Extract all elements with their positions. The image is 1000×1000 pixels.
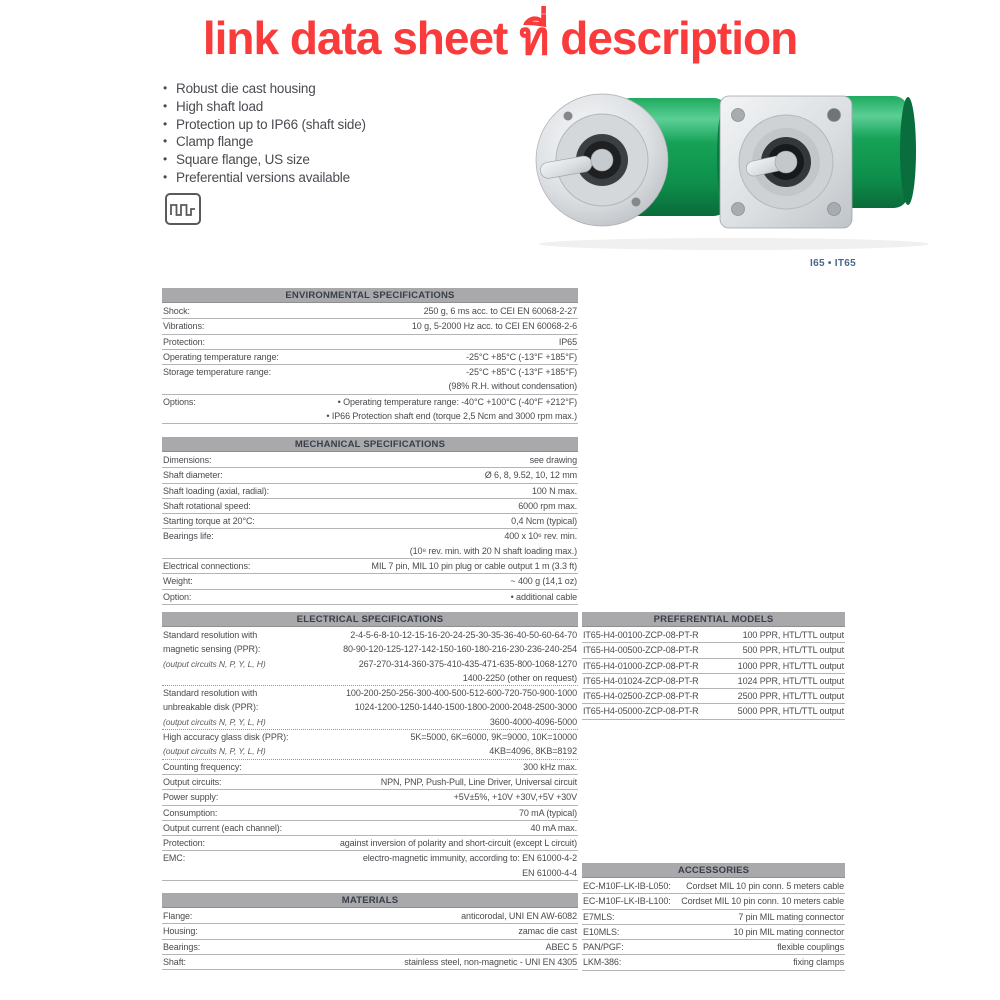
table-materials — [162, 893, 578, 970]
page-title: link data sheet ที่ description — [202, 12, 798, 64]
spec-row — [582, 910, 845, 925]
spec-label: Option: — [163, 591, 192, 602]
spec-label: IT65-H4-01000-ZCP-08-PT-R — [583, 660, 699, 671]
spec-row — [162, 453, 578, 468]
table-electrical-specifications — [162, 612, 578, 881]
feature-item — [163, 169, 366, 187]
feature-item — [163, 151, 366, 169]
spec-label: Starting torque at 20°C: — [163, 516, 255, 527]
spec-value: 100 PPR, HTL/TTL output — [742, 630, 844, 640]
spec-row — [582, 704, 845, 719]
spec-label: EC-M10F-LK-IB-L050: — [583, 881, 671, 891]
feature-item — [163, 133, 366, 151]
spec-row — [582, 940, 845, 955]
table-preferential-models — [582, 612, 845, 720]
spec-value: 1024 PPR, HTL/TTL output — [737, 675, 844, 686]
spec-value: 2500 PPR, HTL/TTL output — [737, 691, 844, 702]
feature-text: Protection up to IP66 (shaft side) — [176, 116, 366, 132]
spec-label: Output current (each channel): — [163, 822, 283, 833]
spec-value: Cordset MIL 10 pin conn. 10 meters cable — [681, 896, 844, 907]
spec-row — [162, 335, 578, 350]
spec-row — [162, 529, 578, 559]
spec-value: 500 PPR, HTL/TTL output — [742, 645, 844, 656]
spec-row — [162, 940, 578, 955]
square-wave-icon — [165, 193, 201, 225]
spec-row — [162, 909, 578, 924]
spec-label: E10MLS: — [583, 926, 620, 937]
spec-value: 400 x 10⁶ rev. min. (10⁸ rev. min. with 20 N shaft loading max.) — [409, 531, 577, 556]
spec-label: IT65-H4-00100-ZCP-08-PT-R — [583, 630, 699, 640]
spec-row — [162, 851, 578, 881]
spec-value: against inversion of polarity and short-circuit (except L circuit) — [339, 838, 577, 849]
spec-row — [162, 686, 578, 730]
photo-shadow — [539, 238, 929, 250]
spec-row — [582, 689, 845, 704]
spec-label: Storage temperature range: — [163, 367, 271, 378]
spec-row — [582, 925, 845, 940]
spec-label: Standard resolution with magnetic sensing (PPR): (output circuits N, P, Y, L, H) — [163, 628, 266, 671]
spec-value: flexible couplings — [777, 942, 844, 953]
spec-row — [162, 821, 578, 836]
product-photo — [528, 74, 940, 252]
spec-label: Housing: — [163, 926, 198, 937]
spec-value: stainless steel, non-magnetic - UNI EN 4305 — [404, 956, 577, 967]
spec-value: zamac die cast — [518, 926, 577, 937]
spec-value: ~ 400 g (14,1 oz) — [510, 576, 577, 587]
feature-text: High shaft load — [176, 98, 264, 114]
spec-row — [162, 484, 578, 499]
spec-row — [582, 955, 845, 970]
square-wave-glyph — [170, 200, 196, 218]
spec-label: Options: — [163, 396, 196, 407]
spec-label: Bearings life: — [163, 531, 214, 542]
spec-value: 100-200-250-256-300-400-500-512-600-720-750-900-1000 1024-1200-1250-1440-1500-1800-2000-2048-2500-3000 3600-4000-4096-5000 — [346, 688, 577, 727]
spec-value: 10 pin MIL mating connector — [733, 926, 844, 937]
spec-value: 5000 PPR, HTL/TTL output — [737, 706, 844, 717]
spec-label: EC-M10F-LK-IB-L100: — [583, 896, 671, 907]
spec-label: Dimensions: — [163, 455, 212, 465]
table-environmental-specifications — [162, 288, 578, 424]
bullet-icon: • — [163, 116, 168, 131]
table-title: PREFERENTIAL MODELS — [582, 612, 845, 627]
table-accessories — [582, 863, 845, 971]
spec-label: Counting frequency: — [163, 761, 242, 772]
spec-value: 2-4-5-6-8-10-12-15-16-20-24-25-30-35-36-40-50-60-64-70 80-90-120-125-127-142-150-160-180-216-230-236-240-254 267-270-314-360-375-410-435-471-635-800-1068-1270 1400-2250 (other on request) — [343, 630, 577, 683]
spec-row — [162, 514, 578, 529]
spec-label: Protection: — [163, 336, 205, 347]
spec-row — [162, 365, 578, 395]
bullet-icon: • — [163, 152, 168, 167]
spec-label: Shock: — [163, 306, 190, 316]
feature-item — [163, 116, 366, 134]
spec-label: Standard resolution with unbreakable disk (PPR): (output circuits N, P, Y, L, H) — [163, 686, 266, 729]
product-model-label: I65 • IT65 — [810, 258, 856, 269]
bullet-icon: • — [163, 169, 168, 184]
bullet-icon: • — [163, 98, 168, 113]
spec-value: 100 N max. — [531, 485, 577, 496]
spec-row — [162, 775, 578, 790]
spec-value: • Operating temperature range: -40°C +100°C (-40°F +212°F) • IP66 Protection shaft end (torque 2,5 Ncm and 3000 rpm max.) — [326, 396, 577, 422]
feature-list — [163, 80, 366, 187]
spec-label: Shaft: — [163, 956, 186, 967]
spec-label: LKM-386: — [583, 957, 622, 968]
spec-value: MIL 7 pin, MIL 10 pin plug or cable output 1 m (3.3 ft) — [371, 561, 577, 572]
spec-row — [162, 760, 578, 775]
spec-label: Flange: — [163, 911, 193, 921]
table-title: MATERIALS — [162, 893, 578, 908]
spec-label: E7MLS: — [583, 911, 615, 922]
feature-text: Robust die cast housing — [176, 81, 316, 96]
spec-row — [162, 499, 578, 514]
spec-note: (output circuits N, P, Y, L, H) — [163, 716, 266, 727]
spec-value: NPN, PNP, Push-Pull, Line Driver, Universal circuit — [380, 776, 577, 787]
spec-row — [582, 674, 845, 689]
spec-row — [162, 468, 578, 483]
spec-label: Weight: — [163, 576, 193, 587]
spec-value: -25°C +85°C (-13°F +185°F) — [466, 351, 577, 362]
spec-row — [162, 806, 578, 821]
spec-label: PAN/PGF: — [583, 942, 624, 953]
spec-value: 5K=5000, 6K=6000, 9K=9000, 10K=10000 4KB=4096, 8KB=8192 — [410, 732, 577, 757]
spec-value: 0,4 Ncm (typical) — [511, 516, 577, 527]
table-mechanical-specifications — [162, 437, 578, 605]
spec-row — [162, 395, 578, 425]
spec-value: +5V±5%, +10V +30V,+5V +30V — [453, 792, 577, 803]
spec-value: 250 g, 6 ms acc. to CEI EN 60068-2-27 — [423, 306, 577, 316]
spec-label: Vibrations: — [163, 321, 205, 332]
spec-row — [162, 574, 578, 589]
feature-text: Preferential versions available — [176, 169, 350, 185]
spec-row — [162, 836, 578, 851]
spec-label: IT65-H4-05000-ZCP-08-PT-R — [583, 706, 699, 717]
spec-label: IT65-H4-00500-ZCP-08-PT-R — [583, 645, 699, 656]
table-title: ENVIRONMENTAL SPECIFICATIONS — [162, 288, 578, 303]
spec-value: -25°C +85°C (-13°F +185°F) (98% R.H. without condensation) — [448, 367, 577, 392]
spec-row — [582, 628, 845, 643]
spec-row — [162, 319, 578, 334]
spec-row — [162, 590, 578, 605]
spec-row — [582, 894, 845, 909]
bullet-icon: • — [163, 81, 168, 95]
spec-value: Cordset MIL 10 pin conn. 5 meters cable — [686, 881, 844, 891]
spec-row — [162, 559, 578, 574]
spec-row — [582, 659, 845, 674]
feature-text: Clamp flange — [176, 134, 254, 150]
spec-label: Protection: — [163, 838, 205, 849]
feature-text: Square flange, US size — [176, 152, 310, 168]
spec-note: (output circuits N, P, Y, L, H) — [163, 658, 266, 669]
spec-value: 40 mA max. — [530, 822, 577, 833]
spec-value: 6000 rpm max. — [518, 500, 577, 511]
spec-value: fixing clamps — [793, 957, 844, 968]
spec-row — [582, 643, 845, 658]
spec-value: see drawing — [529, 455, 577, 465]
spec-note: (output circuits N, P, Y, L, H) — [163, 746, 266, 757]
spec-row — [162, 628, 578, 686]
feature-item — [163, 80, 366, 98]
spec-row — [162, 730, 578, 760]
spec-value: ABEC 5 — [545, 941, 577, 952]
feature-item — [163, 98, 366, 116]
spec-label: Consumption: — [163, 807, 218, 818]
spec-value: anticorodal, UNI EN AW-6082 — [461, 911, 577, 921]
spec-label: Power supply: — [163, 792, 219, 803]
spec-label: Shaft rotational speed: — [163, 500, 251, 511]
spec-row — [162, 304, 578, 319]
table-title: ELECTRICAL SPECIFICATIONS — [162, 612, 578, 627]
spec-value: 70 mA (typical) — [518, 807, 577, 818]
spec-row — [162, 924, 578, 939]
spec-label: Shaft diameter: — [163, 470, 223, 481]
spec-row — [162, 955, 578, 970]
spec-value: 10 g, 5-2000 Hz acc. to CEI EN 60068-2-6 — [411, 321, 577, 332]
table-title: ACCESSORIES — [582, 863, 845, 878]
spec-label: IT65-H4-02500-ZCP-08-PT-R — [583, 691, 699, 702]
spec-value: electro-magnetic immunity, according to: EN 61000-4-2 EN 61000-4-4 — [362, 853, 577, 878]
spec-label: IT65-H4-01024-ZCP-08-PT-R — [583, 675, 699, 686]
spec-row — [582, 879, 845, 894]
spec-row — [162, 350, 578, 365]
spec-value: 7 pin MIL mating connector — [738, 911, 844, 922]
spec-value: 300 kHz max. — [523, 761, 577, 772]
table-title: MECHANICAL SPECIFICATIONS — [162, 437, 578, 452]
spec-label: High accuracy glass disk (PPR): (output circuits N, P, Y, L, H) — [163, 730, 288, 759]
spec-value: IP65 — [558, 336, 577, 347]
spec-label: Bearings: — [163, 941, 201, 952]
spec-label: EMC: — [163, 853, 186, 864]
spec-value: • additional cable — [510, 591, 577, 602]
encoder-clamp-flange — [536, 94, 735, 226]
spec-value: 1000 PPR, HTL/TTL output — [737, 660, 844, 671]
encoder-square-flange — [720, 96, 916, 228]
spec-label: Shaft loading (axial, radial): — [163, 485, 270, 496]
spec-row — [162, 790, 578, 805]
spec-label: Operating temperature range: — [163, 351, 279, 362]
spec-label: Output circuits: — [163, 776, 222, 787]
bullet-icon: • — [163, 134, 168, 149]
spec-value: Ø 6, 8, 9.52, 10, 12 mm — [484, 470, 577, 481]
spec-label: Electrical connections: — [163, 561, 251, 572]
